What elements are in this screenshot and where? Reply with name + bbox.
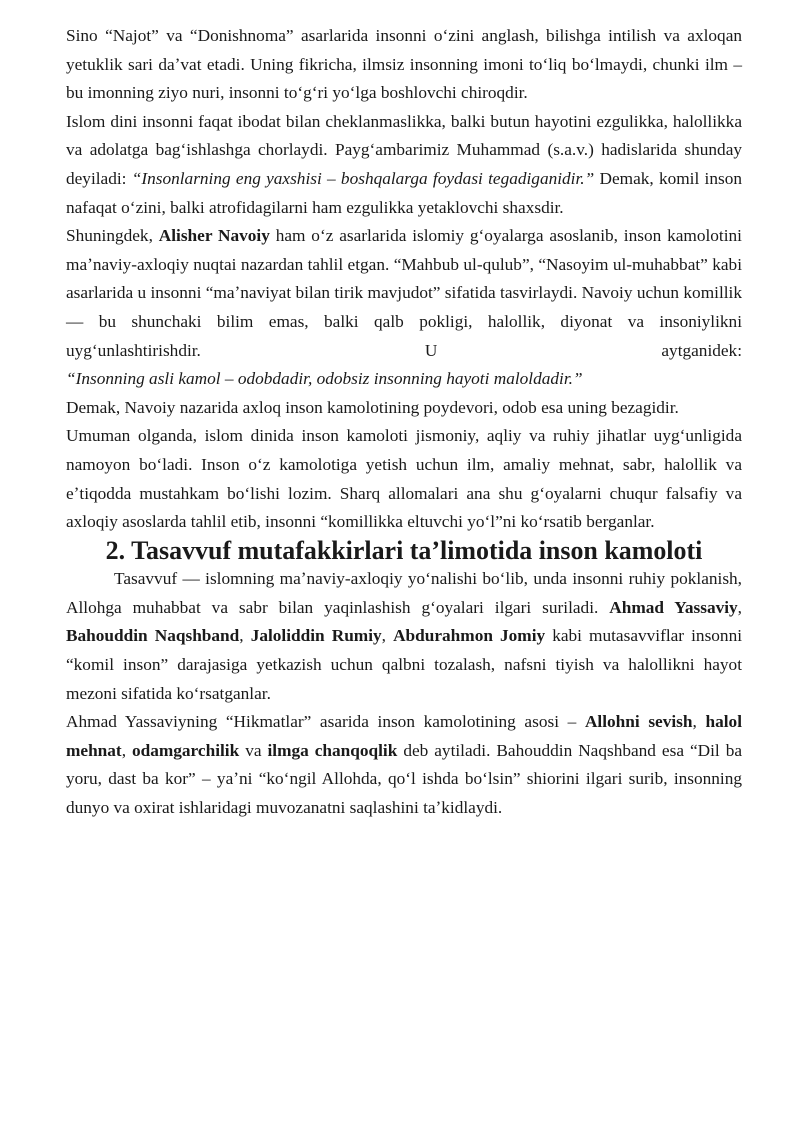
paragraph-3 bbox=[66, 222, 742, 365]
paragraph-1-text: Sino “Najot” va “Donishnoma” asarlarida insonni oʻzini anglash, bilishga intilish va axloqan yetuklik sari daʼvat etadi. Uning fikricha, ilmsiz insonning imoni toʻliq boʻlmaydi, chunki ilm – bu imonning ziyo nuri, insonni toʻgʻri yoʻlga boshlovchi chiroqdir. bbox=[66, 26, 742, 103]
name-abdurahmon-jomiy: Abdurahmon Jomiy bbox=[393, 626, 546, 646]
term-ilmga-chanqoqlik: ilmga chanqoqlik bbox=[267, 740, 398, 760]
name-alisher-navoiy: Alisher Navoiy bbox=[158, 226, 270, 246]
paragraph-3-text-end: ham oʻz asarlarida islomiy gʻoyalarga asoslanib, inson kamolotini maʼnaviy-axloqiy nuqtai nazardan tahlil etgan. “Mahbub ul-qulub”, “Nasoyim ul-muhabbat” kabi asarlarida u insonni “maʼnaviyat bilan tirik mavjudot” sifatida tasvirlaydi. Navoiy uchun komillik — bu shunchaki bilim emas, balki qalb pokligi, halollik, diyonat va insoniylikni uygʻunlashtirishdir. U aytganidek: bbox=[66, 226, 742, 360]
navoiy-quote-line bbox=[66, 365, 742, 394]
separator: va bbox=[239, 740, 268, 760]
paragraph-7 bbox=[66, 708, 742, 822]
term-allohni-sevish: Allohni sevish bbox=[584, 712, 693, 732]
name-bahouddin-naqshband: Bahouddin Naqshband bbox=[66, 626, 240, 646]
navoiy-quote: “Insonning asli kamol – odobdadir, odobsiz insonning hayoti maloldadir.” bbox=[66, 369, 583, 389]
paragraph-1 bbox=[66, 22, 742, 108]
document-page bbox=[66, 22, 742, 823]
name-jaloliddin-rumiy: Jaloliddin Rumiy bbox=[250, 626, 382, 646]
term-odamgarchilik: odamgarchilik bbox=[131, 740, 240, 760]
separator: , bbox=[692, 712, 706, 732]
paragraph-2-text-end: Demak, komil inson nafaqat oʻzini, balki atrofidagilarni ham ezgulikka yetaklovchi shaxsdir. bbox=[66, 168, 742, 217]
paragraph-2 bbox=[66, 108, 742, 222]
separator: , bbox=[737, 597, 742, 617]
separator: , bbox=[239, 626, 251, 646]
paragraph-5-text: Umuman olganda, islom dinida inson kamoloti jismoniy, aqliy va ruhiy jihatlar uygʻunligida namoyon boʻladi. Inson oʻz kamolotiga yetish uchun ilm, amaliy mehnat, sabr, halollik va eʼtiqodda mustahkam boʻlishi lozim. Sharq allomalari ana shu gʻoyalarni chuqur falsafiy va axloqiy asoslarda tahlil etib, insonni “komillikka eltuvchi yoʻl”ni koʻrsatib berganlar. bbox=[66, 426, 742, 532]
hadith-quote: “Insonlarning eng yaxshisi – boshqalarga foydasi tegadiganidir.” bbox=[131, 168, 595, 188]
paragraph-7-text-end: deb aytiladi. Bahouddin Naqshband esa “Dil ba yoru, dast ba kor” – yaʼni “koʻngil Allohda, qoʻl ishda boʻlsin” shiorini ilgari surib, insonning dunyo va oxirat ishlaridagi muvozanatni saqlashini taʼkidlaydi. bbox=[66, 740, 743, 818]
section-heading: 2. Tasavvuf mutafakkirlari taʼlimotida inson kamoloti bbox=[105, 535, 703, 565]
separator: , bbox=[381, 626, 394, 646]
paragraph-6-text: Tasavvuf — islomning maʼnaviy-axloqiy yoʻnalishi boʻlib, unda insonni ruhiy poklanish, Allohga muhabbat va sabr bilan yaqinlashish gʻoyalari ilgari suriladi. bbox=[66, 569, 742, 617]
name-ahmad-yassaviy: Ahmad Yassaviy bbox=[609, 597, 738, 617]
paragraph-6 bbox=[66, 565, 742, 708]
paragraph-4 bbox=[66, 394, 742, 423]
paragraph-6-text-end: kabi mutasavviflar insonni “komil inson” darajasiga yetkazish uchun qalbni tozalash, nafsni tiyish va halollikni hayot mezoni sifatida koʻrsatganlar. bbox=[66, 626, 743, 703]
separator: , bbox=[121, 740, 132, 760]
paragraph-5 bbox=[66, 422, 742, 536]
paragraph-3-text: Shuningdek, bbox=[66, 226, 159, 246]
paragraph-7-text: Ahmad Yassaviyning “Hikmatlar” asarida inson kamolotining asosi – bbox=[66, 712, 585, 732]
term-halol-mehnat: halol mehnat bbox=[66, 712, 742, 760]
paragraph-4-text: Demak, Navoiy nazarida axloq inson kamolotining poydevori, odob esa uning bezagidir. bbox=[66, 397, 679, 417]
paragraph-2-text: Islom dini insonni faqat ibodat bilan cheklanmaslikka, balki butun hayotini ezgulikka, halollikka va adolatga bagʻishlashga chorlaydi. Paygʻambarimiz Muhammad (s.a.v.) hadislarida shunday deyiladi: bbox=[66, 111, 742, 188]
